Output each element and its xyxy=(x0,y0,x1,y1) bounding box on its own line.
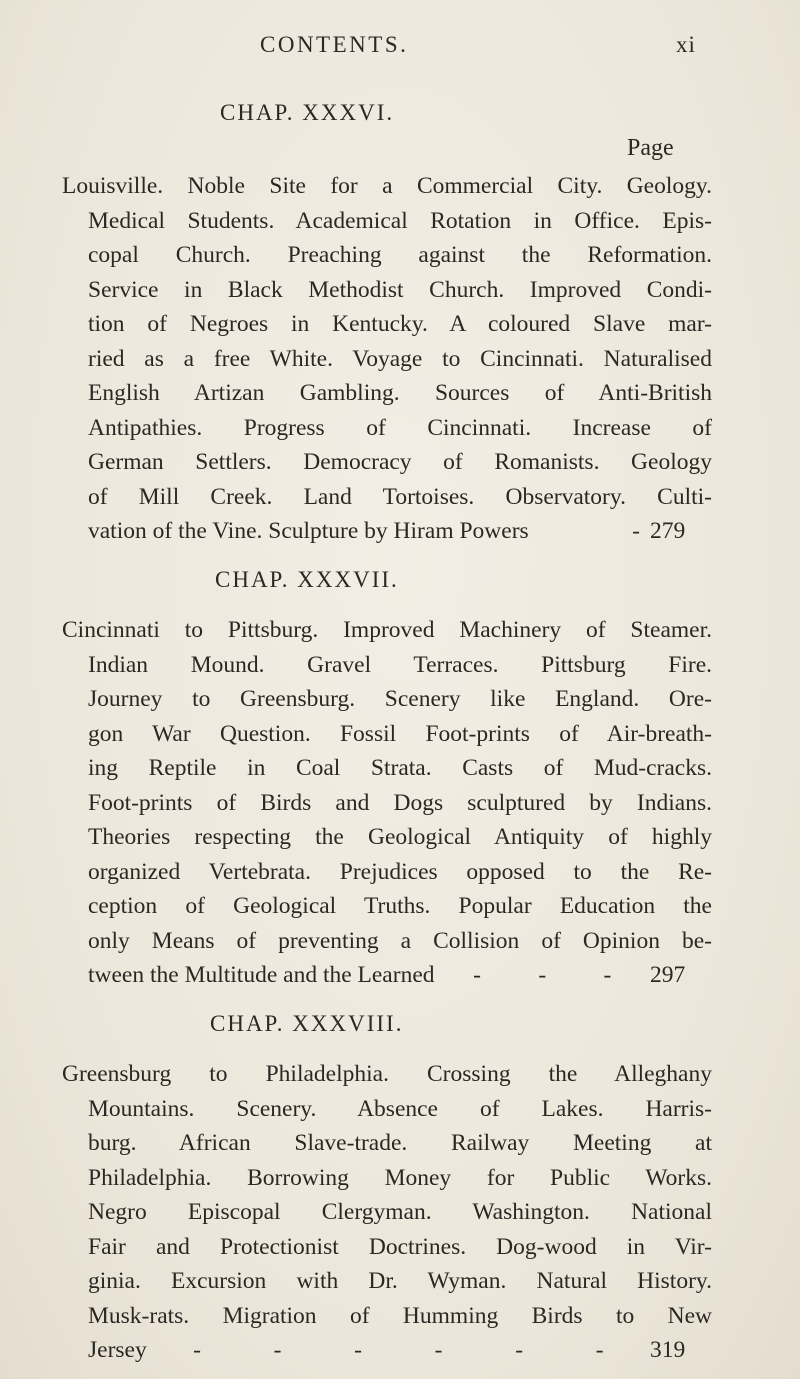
summary-line: tion of Negroes in Kentucky. A coloured Slave mar- xyxy=(88,311,712,337)
leader-dash: - xyxy=(193,1337,201,1363)
running-head-title: CONTENTS. xyxy=(260,32,409,57)
summary-line: Negro Episcopal Clergyman. Washington. National xyxy=(88,1199,712,1225)
summary-line: ing Reptile in Coal Strata. Casts of Mud-cracks. xyxy=(88,755,712,781)
page-column-label: Page xyxy=(627,135,674,161)
dot-leaders xyxy=(529,514,650,549)
summary-line: copal Church. Preaching against the Reformation. xyxy=(88,242,712,268)
summary-line: Philadelphia. Borrowing Money for Public Works. xyxy=(88,1164,712,1191)
summary-line: Antipathies. Progress of Cincinnati. Increase of xyxy=(88,414,712,441)
chapter-summary xyxy=(62,613,712,993)
page-number: 319 xyxy=(650,1337,686,1363)
summary-line: Mountains. Scenery. Absence of Lakes. Harris- xyxy=(88,1095,712,1122)
summary-line: of Mill Creek. Land Tortoises. Observatory. Culti- xyxy=(88,483,712,510)
leader-dash: - xyxy=(273,1337,282,1363)
summary-last-line xyxy=(62,514,712,549)
summary-line: Musk-rats. Migration of Humming Birds to New xyxy=(88,1302,712,1329)
summary-line: Greensburg to Philadelphia. Crossing the Alleghany xyxy=(62,1061,712,1087)
summary-line: English Artizan Gambling. Sources of Anti-British xyxy=(88,380,712,406)
running-head-page-number: xi xyxy=(676,32,696,57)
leader-dash: - xyxy=(538,962,547,988)
summary-line: tween the Multitude and the Learned xyxy=(88,962,435,988)
dot-leaders xyxy=(435,958,651,993)
summary-line: Cincinnati to Pittsburg. Improved Machinery of Steamer. xyxy=(62,617,712,643)
running-head xyxy=(0,32,800,62)
summary-line: vation of the Vine. Sculpture by Hiram Powers xyxy=(88,518,529,544)
summary-line: Louisville. Noble Site for a Commercial City. Geology. xyxy=(62,173,712,199)
summary-line: Journey to Greensburg. Scenery like England. Ore- xyxy=(88,686,712,712)
summary-line: Indian Mound. Gravel Terraces. Pittsburg Fire. xyxy=(88,651,712,678)
chapter-summary xyxy=(62,1057,712,1368)
summary-line: ried as a free White. Voyage to Cincinnati. Naturalised xyxy=(88,345,712,372)
summary-line: gon War Question. Fossil Foot-prints of Air-breath- xyxy=(88,720,712,747)
summary-line: Service in Black Methodist Church. Improved Condi- xyxy=(88,276,712,303)
leader-dash: - xyxy=(595,1337,604,1363)
chapter-heading: CHAP. XXXVI. xyxy=(220,100,395,125)
summary-line: Jersey xyxy=(88,1337,147,1363)
summary-line: Medical Students. Academical Rotation in Office. Epis- xyxy=(88,207,712,234)
summary-line: Theories respecting the Geological Antiquity of highly xyxy=(88,824,712,850)
summary-line: Fair and Protectionist Doctrines. Dog-wood in Vir- xyxy=(88,1233,712,1260)
chapter-heading: CHAP. XXXVIII. xyxy=(210,1011,404,1036)
leader-dash: - xyxy=(354,1337,362,1363)
summary-last-line xyxy=(62,1333,712,1368)
summary-line: only Means of preventing a Collision of Opinion be- xyxy=(88,927,712,954)
page-number: 297 xyxy=(650,962,686,988)
summary-line: ginia. Excursion with Dr. Wyman. Natural History. xyxy=(88,1268,712,1294)
leader-dash: - xyxy=(473,962,481,988)
leader-dash: - xyxy=(632,518,640,544)
summary-line: Foot-prints of Birds and Dogs sculptured by Indians. xyxy=(88,789,712,816)
leader-dash: - xyxy=(434,1337,443,1363)
summary-line: organized Vertebrata. Prejudices opposed to the Re- xyxy=(88,858,712,885)
chapter-heading: CHAP. XXXVII. xyxy=(215,567,399,592)
summary-line: burg. African Slave-trade. Railway Meeting at xyxy=(88,1130,712,1156)
leader-dash: - xyxy=(603,962,612,988)
summary-line: German Settlers. Democracy of Romanists. Geology xyxy=(88,449,712,475)
chapter-summary xyxy=(62,169,712,549)
summary-last-line xyxy=(62,958,712,993)
page-number: 279 xyxy=(650,518,686,544)
dot-leaders xyxy=(147,1333,650,1368)
leader-dash: - xyxy=(515,1337,524,1363)
summary-line: ception of Geological Truths. Popular Education the xyxy=(88,893,712,919)
